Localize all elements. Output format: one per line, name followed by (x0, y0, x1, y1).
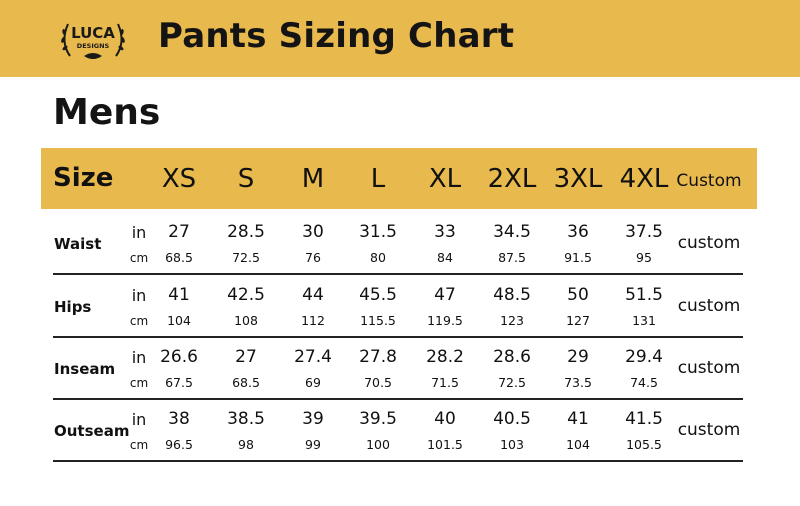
measure-in-cell: 38.5 (227, 409, 265, 429)
unit-label-cm: cm (129, 251, 149, 265)
custom-cell: custom (677, 358, 741, 378)
measure-cm-cell: 100 (366, 437, 390, 452)
measure-cm-cell: 112 (301, 313, 325, 328)
measure-in-cell: 28.5 (227, 222, 265, 242)
size-column-header: Size (53, 163, 114, 193)
measure-in-cell: 27.4 (294, 347, 332, 367)
size-header-2xl: 2XL (487, 164, 537, 194)
size-header-xl: XL (428, 164, 462, 194)
measure-in-cell: 30 (302, 222, 324, 242)
unit-label-in: in (131, 286, 147, 305)
measure-in-cell: 29 (567, 347, 589, 367)
page-title: Pants Sizing Chart (158, 16, 515, 56)
measure-in-cell: 44 (302, 285, 324, 305)
row-label: Outseam (54, 422, 130, 440)
measure-in-cell: 41 (168, 285, 190, 305)
logo-brand-name: LUCA (71, 24, 115, 42)
measure-cm-cell: 80 (370, 250, 386, 265)
size-header-l: L (370, 164, 386, 194)
measure-cm-cell: 108 (234, 313, 258, 328)
measure-cm-cell: 70.5 (364, 375, 392, 390)
custom-cell: custom (677, 233, 741, 253)
row-label: Hips (54, 298, 92, 316)
unit-label-cm: cm (129, 376, 149, 390)
measure-cm-cell: 76 (305, 250, 321, 265)
measure-cm-cell: 67.5 (165, 375, 193, 390)
measure-cm-cell: 72.5 (498, 375, 526, 390)
measure-in-cell: 28.2 (426, 347, 464, 367)
measure-cm-cell: 74.5 (630, 375, 658, 390)
row-divider (53, 336, 743, 338)
measure-cm-cell: 119.5 (427, 313, 463, 328)
measure-in-cell: 34.5 (493, 222, 531, 242)
measure-in-cell: 33 (434, 222, 456, 242)
measure-cm-cell: 103 (500, 437, 524, 452)
custom-cell: custom (677, 420, 741, 440)
logo-tagline: DESIGNS (76, 42, 110, 50)
row-divider (53, 398, 743, 400)
size-header-xs: XS (161, 164, 197, 194)
laurel-wreath-icon (54, 12, 132, 66)
measure-in-cell: 47 (434, 285, 456, 305)
measure-in-cell: 29.4 (625, 347, 663, 367)
measure-cm-cell: 101.5 (427, 437, 463, 452)
unit-label-cm: cm (129, 314, 149, 328)
measure-in-cell: 31.5 (359, 222, 397, 242)
size-header-s: S (237, 164, 255, 194)
measure-in-cell: 36 (567, 222, 589, 242)
measure-in-cell: 50 (567, 285, 589, 305)
measure-cm-cell: 84 (437, 250, 453, 265)
custom-cell: custom (677, 296, 741, 316)
size-header-4xl: 4XL (619, 164, 669, 194)
measure-in-cell: 40.5 (493, 409, 531, 429)
measure-cm-cell: 68.5 (165, 250, 193, 265)
measure-in-cell: 39 (302, 409, 324, 429)
measure-in-cell: 41.5 (625, 409, 663, 429)
size-header-3xl: 3XL (553, 164, 603, 194)
row-divider (53, 460, 743, 462)
measure-cm-cell: 131 (632, 313, 656, 328)
size-header-custom: Custom (676, 171, 742, 191)
measure-cm-cell: 68.5 (232, 375, 260, 390)
measure-in-cell: 48.5 (493, 285, 531, 305)
measure-in-cell: 39.5 (359, 409, 397, 429)
unit-label-in: in (131, 348, 147, 367)
size-header-m: M (301, 164, 325, 194)
measure-in-cell: 42.5 (227, 285, 265, 305)
measure-cm-cell: 95 (636, 250, 652, 265)
measure-in-cell: 27 (235, 347, 257, 367)
measure-cm-cell: 98 (238, 437, 254, 452)
measure-in-cell: 27.8 (359, 347, 397, 367)
measure-in-cell: 28.6 (493, 347, 531, 367)
measure-in-cell: 41 (567, 409, 589, 429)
measure-in-cell: 45.5 (359, 285, 397, 305)
measure-cm-cell: 96.5 (165, 437, 193, 452)
measure-in-cell: 37.5 (625, 222, 663, 242)
unit-label-cm: cm (129, 438, 149, 452)
row-label: Waist (54, 235, 102, 253)
measure-cm-cell: 127 (566, 313, 590, 328)
measure-cm-cell: 91.5 (564, 250, 592, 265)
measure-cm-cell: 123 (500, 313, 524, 328)
unit-label-in: in (131, 410, 147, 429)
measure-cm-cell: 73.5 (564, 375, 592, 390)
measure-cm-cell: 87.5 (498, 250, 526, 265)
measure-cm-cell: 104 (566, 437, 590, 452)
section-title: Mens (53, 92, 161, 133)
measure-cm-cell: 105.5 (626, 437, 662, 452)
measure-cm-cell: 99 (305, 437, 321, 452)
unit-label-in: in (131, 223, 147, 242)
measure-in-cell: 38 (168, 409, 190, 429)
measure-cm-cell: 72.5 (232, 250, 260, 265)
measure-in-cell: 51.5 (625, 285, 663, 305)
measure-cm-cell: 115.5 (360, 313, 396, 328)
measure-in-cell: 26.6 (160, 347, 198, 367)
measure-cm-cell: 104 (167, 313, 191, 328)
row-divider (53, 273, 743, 275)
luca-designs-logo (54, 12, 132, 66)
measure-cm-cell: 71.5 (431, 375, 459, 390)
measure-in-cell: 27 (168, 222, 190, 242)
measure-cm-cell: 69 (305, 375, 321, 390)
row-label: Inseam (54, 360, 116, 378)
measure-in-cell: 40 (434, 409, 456, 429)
